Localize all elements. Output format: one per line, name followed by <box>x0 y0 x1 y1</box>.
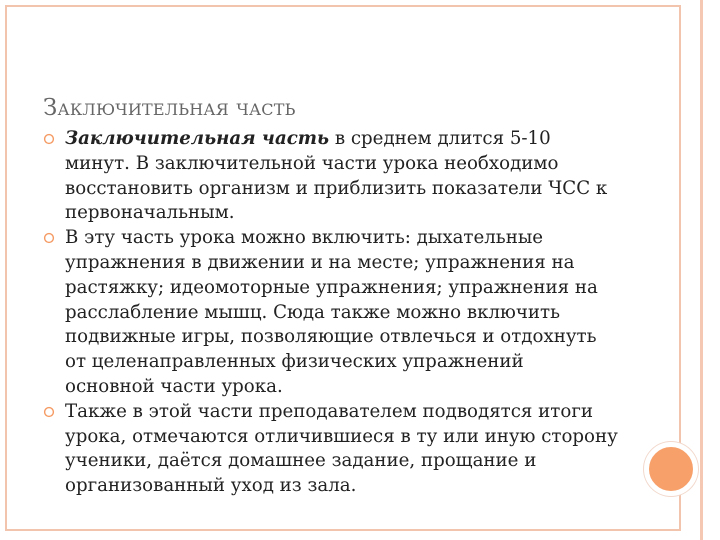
circle-bullet-icon <box>43 232 55 244</box>
bullet-lead-text: Заключительная часть <box>65 128 330 149</box>
bullet-list <box>43 127 618 499</box>
decorative-circle <box>644 442 698 496</box>
bullet-text: В эту часть урока можно включить: дыхательные упражнения в движении и на месте; упражнения на растяжку; идеомоторные упражнения; упражнения на расслабление мышц. Сюда также можно включить подвижные игры, позволяющие отвлечься и отдохнуть от целенаправленных физических упражнений основной части урока. <box>65 227 598 397</box>
bullet-text: Также в этой части преподавателем подводятся итоги урока, отмечаются отличившиеся в ту или иную сторону ученики, даётся домашнее задание, прощание и организованный уход из зала. <box>65 400 618 497</box>
bullet-text: в среднем длится 5-10 минут. В заключительной части урока необходимо восстановить организм и приблизить показатели ЧСС к первоначальным. <box>65 128 608 224</box>
bullet-item-3 <box>43 400 618 499</box>
bullet-item-1 <box>43 127 618 226</box>
circle-bullet-icon <box>43 133 55 145</box>
slide-title: Заключительная часть <box>43 95 296 122</box>
decorative-vertical-line <box>700 0 703 540</box>
bullet-item-2 <box>43 226 618 400</box>
circle-bullet-icon <box>43 406 55 418</box>
